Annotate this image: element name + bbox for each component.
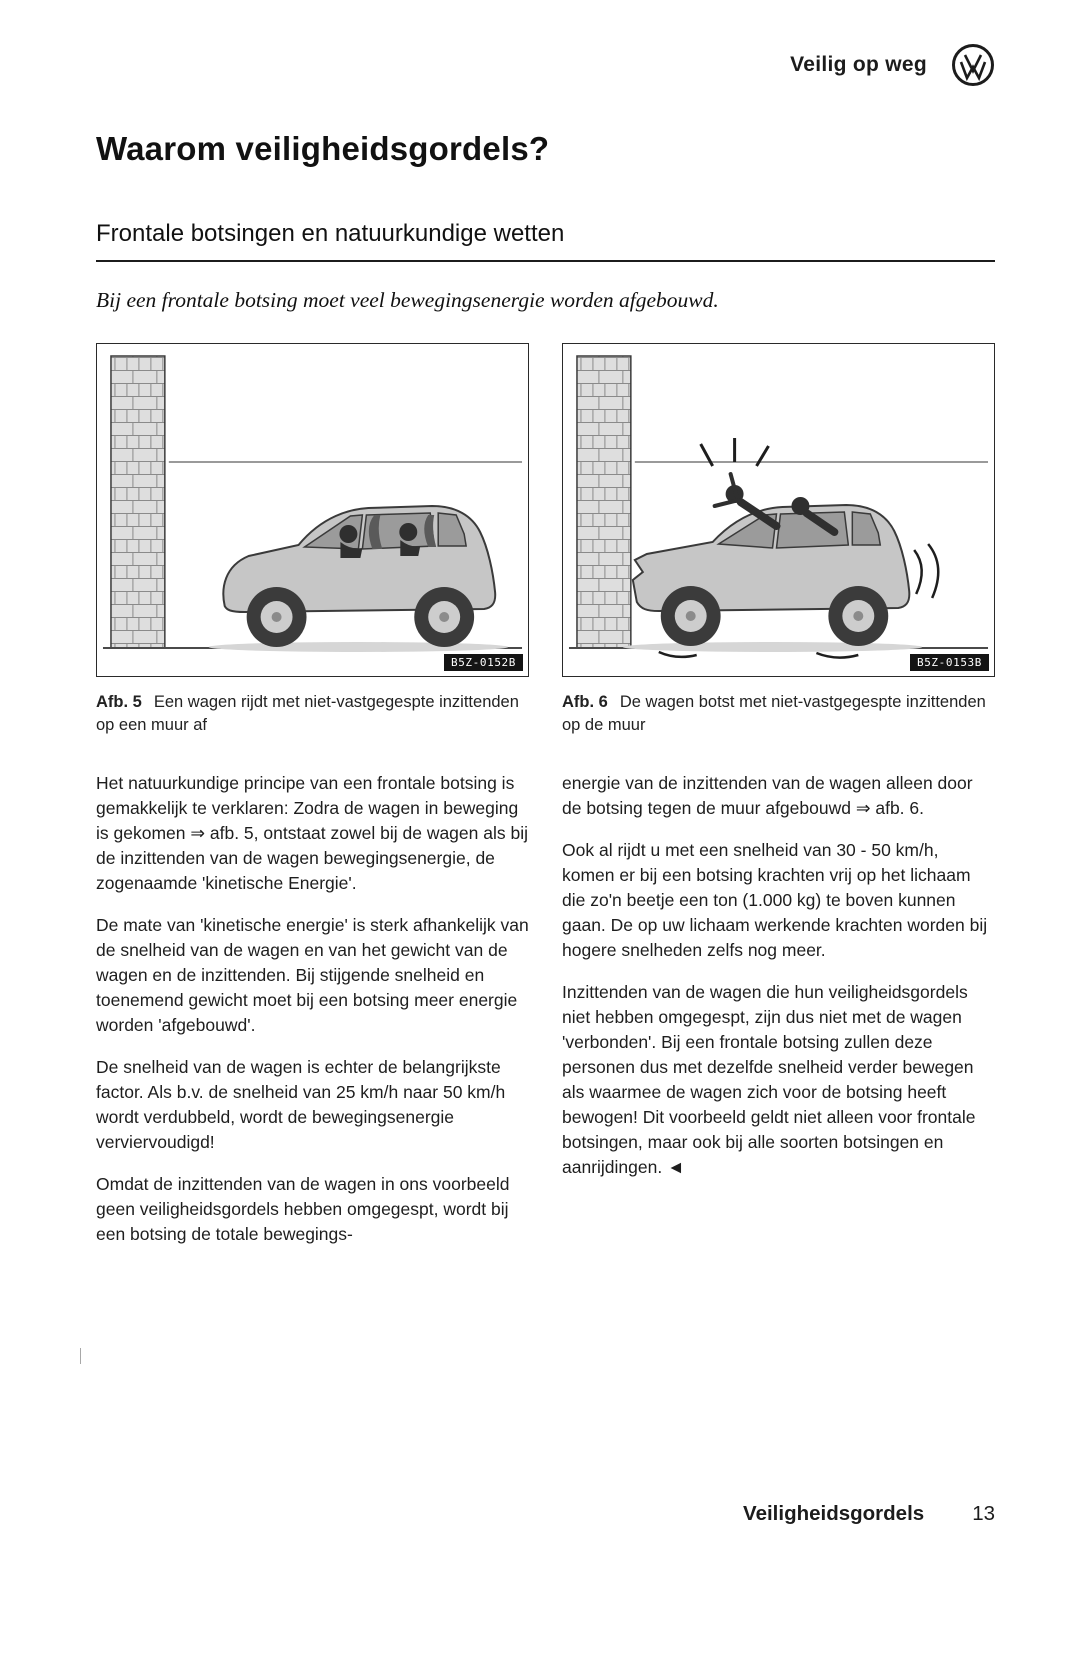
left-column: [96, 771, 529, 1264]
figure-5-frame: [96, 343, 529, 677]
figure-6-column: [562, 343, 995, 737]
right-column: [562, 771, 995, 1264]
vw-logo-icon: [951, 43, 995, 87]
page-footer: [743, 1502, 995, 1526]
body-paragraph: Inzittenden van de wagen die hun veiligheidsgordels niet hebben omgegespt, zijn dus niet met de wagen 'verbonden'. Bij een frontale botsing zullen deze personen dus met dezelfde snelheid verder bewegen als waarmee de wagen zich voor de botsing heeft bewogen! Dit voorbeeld geldt niet alleen voor frontale botsingen, maar ook bij alle soorten botsingen en aanrijdingen. ◄: [562, 982, 976, 1177]
body-paragraph: Ook al rijdt u met een snelheid van 30 - 50 km/h, komen er bij een botsing krachten vrij op het lichaam die zo'n beetje een ton (1.000 kg) te boven kunnen gaan. De op uw lichaam werkende krachten worden bij hogere snelheden zelfs nog meer.: [562, 840, 988, 960]
body-columns: [96, 771, 995, 1264]
lead-sentence: Bij een frontale botsing moet veel bewegingsenergie worden afgebouwd.: [96, 288, 719, 312]
body-paragraph: Omdat de inzittenden van de wagen in ons voorbeeld geen veiligheidsgordels hebben omgegespt, wordt bij een botsing de totale bewegings-: [96, 1174, 510, 1244]
scan-artifact: [80, 1348, 81, 1364]
figure-caption-text: Een wagen rijdt met niet-vastgegespte inzittenden op een muur af: [96, 693, 519, 734]
figure-caption-label: Afb. 6: [562, 693, 608, 711]
page-title: Waarom veiligheidsgordels?: [96, 130, 550, 167]
footer-chapter-label: Veiligheidsgordels: [743, 1502, 925, 1525]
crash-approach-illustration: [97, 344, 528, 676]
crash-impact-illustration: [563, 344, 994, 676]
section-heading: Frontale botsingen en natuurkundige wetten: [96, 220, 565, 247]
heading-rule: [96, 260, 995, 262]
figure-5-caption: [96, 691, 529, 737]
figure-code-badge: B5Z-0152B: [444, 654, 523, 671]
figure-caption-text: De wagen botst met niet-vastgegespte inzittenden op de muur: [562, 693, 986, 734]
body-paragraph: De mate van 'kinetische energie' is sterk afhankelijk van de snelheid van de wagen en van het gewicht van de wagen en de inzittenden. Bij stijgende snelheid en toenemend gewicht moet bij een botsing meer energie worden 'afgebouwd'.: [96, 915, 529, 1035]
page-header: [96, 42, 995, 88]
chapter-header-label: Veilig op weg: [790, 53, 927, 76]
figure-caption-label: Afb. 5: [96, 693, 142, 711]
body-paragraph: Het natuurkundige principe van een frontale botsing is gemakkelijk te verklaren: Zodra de wagen in beweging is gekomen ⇒ afb. 5, ontstaat zowel bij de wagen als bij de inzittenden van de wagen bewegingsenergie, de zogenaamde 'kinetische Energie'.: [96, 773, 528, 893]
body-paragraph: De snelheid van de wagen is echter de belangrijkste factor. Als b.v. de snelheid van 25 km/h naar 50 km/h wordt verdubbeld, wordt de bewegingsenergie verviervoudigd!: [96, 1057, 506, 1152]
figure-5-column: [96, 343, 529, 737]
figure-6-frame: [562, 343, 995, 677]
figure-6-caption: [562, 691, 995, 737]
figure-code-badge: B5Z-0153B: [910, 654, 989, 671]
footer-page-number: 13: [972, 1502, 995, 1525]
figure-row: [96, 343, 995, 737]
body-paragraph: energie van de inzittenden van de wagen alleen door de botsing tegen de muur afgebouwd ⇒ afb. 6.: [562, 773, 973, 818]
